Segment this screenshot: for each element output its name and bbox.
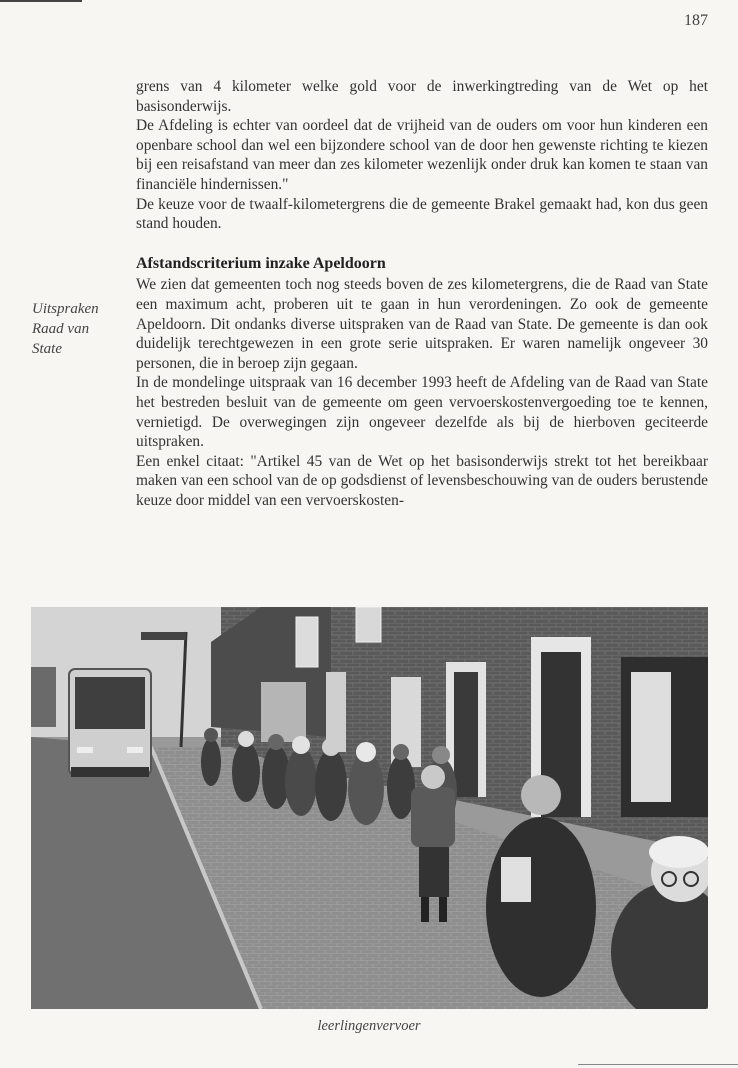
main-text-column bbox=[136, 77, 708, 510]
top-rule bbox=[0, 0, 82, 2]
bottom-rule bbox=[578, 1064, 738, 1065]
margin-note-line: Raad van bbox=[32, 321, 90, 337]
margin-note-line: Uitspraken bbox=[32, 301, 99, 317]
margin-note bbox=[32, 299, 128, 359]
paragraph: De Afdeling is echter van oordeel dat de vrijheid van de ouders om voor hun kinderen een openbare school dan wel een bijzondere school van de door hen gewenste richting te kiezen bij een reisafstand van meer dan zes kilometer wezenlijk onder druk kan komen te staan van financiële hindernissen." bbox=[136, 117, 708, 193]
photo-caption: leerlingenvervoer bbox=[317, 1018, 421, 1034]
page-number: 187 bbox=[684, 12, 708, 29]
paragraph: grens van 4 kilometer welke gold voor de inwerkingtreding van de Wet op het basisonderwijs. bbox=[136, 78, 708, 115]
bus bbox=[69, 669, 151, 777]
paragraph: Een enkel citaat: "Artikel 45 van de Wet op het basisonderwijs strekt tot het bereikbaar maken van een school van de op godsdienst of levensbeschouwing van de ouders berustende keuze door middel van een vervoerskosten- bbox=[136, 452, 708, 509]
paragraph: We zien dat gemeenten toch nog steeds boven de zes kilometergrens, die de Raad van State een maximum acht, proberen uit te gaan in hun verordeningen. Zo ook de gemeente Apeldoorn. Dit ondanks diverse uitspraken van de Raad van State. De gemeente is dan ook duidelijk terechtgewezen in een grote serie uitspraken. Er waren namelijk ongeveer 30 personen, die in beroep zijn gegaan. bbox=[136, 276, 708, 372]
margin-note-line: State bbox=[32, 341, 62, 357]
paragraph: De keuze voor de twaalf-kilometergrens die de gemeente Brakel gemaakt had, kon dus geen stand houden. bbox=[136, 195, 708, 233]
street-photo bbox=[31, 607, 708, 1009]
section-heading: Afstandscriterium inzake Apeldoorn bbox=[136, 254, 386, 272]
paragraph: In de mondelinge uitspraak van 16 december 1993 heeft de Afdeling van de Raad van State het bestreden besluit van de gemeente om geen vervoerskostenvergoeding toe te kennen, vernietigd. De overwegingen zijn ongeveer dezelfde als bij de hierboven geciteerde uitspraken. bbox=[136, 374, 708, 451]
